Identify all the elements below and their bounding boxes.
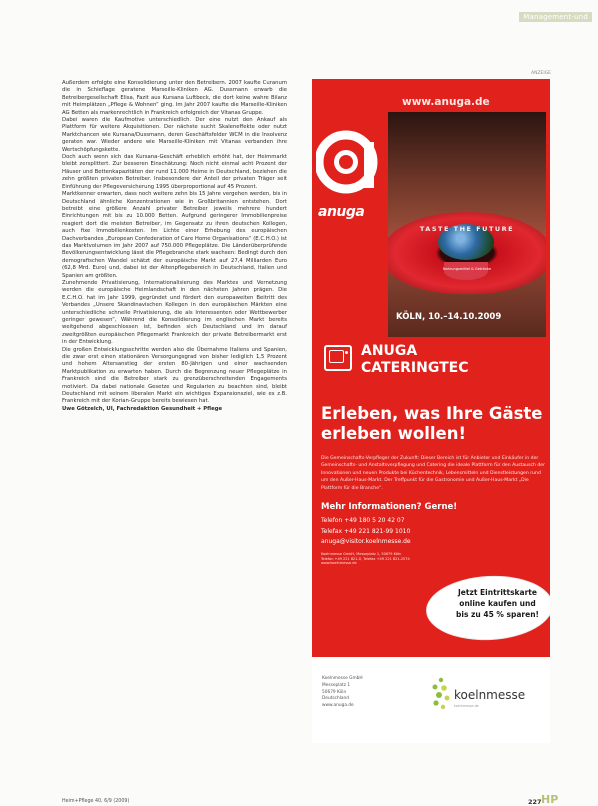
ad-footer [312,657,550,743]
ad-photo-lips [388,112,546,337]
footer-meta-line: 50679 Köln [322,689,347,695]
tongue-text: Nahrungsmittel & Getränke [442,267,492,271]
koelnmesse-logo: koelnmesse [454,688,526,702]
anuga-logo-icon [316,118,380,202]
koelnmesse-subtitle: koelnmesse.de [454,704,479,708]
koelnmesse-dots-icon [430,677,452,711]
contact-phone: Telefon +49 180 5 20 42 07 [321,517,405,524]
page-footer-citation: Heim+Pflege 40, 6/9 (2009) [62,799,130,804]
footer-meta-line: Deutschland [322,696,349,702]
article-paragraph: Die großen Entwicklungsschritte werden also die Übernahme Italiens und Spanien, die zwar erst einen stationären Versorgungsgrad von bisher lediglich 1,5 Prozent und hohem Altersanstieg der ersten 80-Jährigen und einer wachsenden Marktpublikation zu erwarten haben. Durch die Begrenzung neuer Pflegeplätze in Frankreich sind die Betreiber stark zu grenzüberschreitenden Engagements motiviert. Da dabei nationale Gesetze und Regularien zu beachten sind, bleibt Deutschland mit seinem liberalen Markt ein wichtiges Expansionsziel, wie es z.B. Frankreich mit der Korian-Gruppe bereits bewiesen hat. [62,346,287,405]
contact-block [321,516,411,548]
anuga-advertisement [312,79,550,743]
article-paragraph: Doch auch wenn sich das Kursana-Geschäft erheblich erhöht hat, der Heimmarkt bleibt zersplittert. Zur besseren Einschätzung: Noch nicht einmal acht Prozent der Häuser und Bettenkapazitäten der rund 11.000 Heime in Deutschland, beziehen die zehn größten privaten Betreiber. Insbesondere der Anteil der privaten Träger seit Einführung der Pflegeversicherung 1995 überproportional auf 45 Prozent. [62,154,287,190]
cateringtec-line-1: ANUGA [361,343,418,359]
journal-logo: HP [541,793,559,806]
page-number: 227 [528,798,542,806]
advertisement-label: ANZEIGE [531,71,552,76]
cateringtec-title [361,343,468,377]
ad-body-text: Die Gemeinschafts-Verpfleger der Zukunft: Dieser Bereich ist für Anbieter und Einkäufer in der Gemeinschafts- und Anstaltsverpflegung und Catering die ideale Plattform für den Austausch der Innovationen und neuen Produkte bei Küchentechnik, Lebensmitteln und Dienstleistungen rund um den Außer-Haus-Markt. Der Treffpunkt für die Gastronomie und Außer-Haus-Markt „Die Plattform für die Branche“. [321,456,545,491]
address-line: www.koelnmesse.de [321,561,357,566]
ticket-line: bis zu 45 % sparen! [456,610,539,619]
address-block [321,552,410,566]
tv-knob [345,351,348,354]
ad-headline: Erleben, was Ihre Gäste erleben wollen! [321,404,543,443]
ticket-line: online kaufen und [459,599,536,608]
contact-email[interactable]: anuga@visitor.koelnmesse.de [321,538,411,545]
address-line: Koelnmesse GmbH, Messeplatz 1, 50679 Köln [321,552,402,556]
tv-icon [324,345,352,371]
footer-meta-line: Messeplatz 1 [322,682,351,688]
event-date: KÖLN, 10.–14.10.2009 [396,312,502,322]
info-heading: Mehr Informationen? Gerne! [321,502,458,512]
ticket-line: Jetzt Eintrittskarte [458,588,537,597]
ad-tagline: TASTE THE FUTURE [419,225,515,233]
article-body [62,80,287,413]
footer-meta-line[interactable]: www.anuga.de [322,703,354,709]
article-paragraph: Außerdem erfolgte eine Konsolidierung unter den Betreibern. 2007 kaufte Curanum die in Schieflage geratene Marseille-Kliniken AG. Dussmann erwarb die Betreibergesellschaft Elisa, Fazit aus Kursana Luftbeck, die dort keine wahre Bilanz mit Heimplätzen „Pflege & Wohnen“ ging. Im Jahr 2007 kaufte die Marseille-Kliniken AG Betten als markenrechtlich in Frankreich erfolgreich der Vitanas Gruppe. [62,80,287,116]
article-paragraph: Marktkenner erwarten, dass noch weitere zehn bis 15 Jahre vergehen werden, bis in Deutschland ähnliche Konzentrationen wie in Großbritannien entstehen. Dort betreibt eine größere Anzahl privater Betreiber jeweils mehrere hundert Einrichtungen mit bis zu 10.000 Betten. Aufgrund geringerer Immobilienpreise reagiert dort die meisten Betreiber, im Gegensatz zu ihren deutschen Kollegen, auch fixe Immobilienkosten. Im Lichte einer Erhebung des europäischen Dachverbandes „European Confederation of Care Home Organisations“ (E.C.H.O.) ist das Marktvolumen im Jahr 2007 auf 750.000 Pflegeplätze. Die Länderüberprüfende Bevölkerungsentwicklung lässt die Pflegebranche stark wachsen: Bedingt durch den demografischen Wandel schätzt der europäische Markt auf 27,4 Milliarden Euro (62,8 Mrd. Euro) und, dabei ist der Altenpflegebereich in Deutschland, Italien und Spanien am größten. [62,191,287,279]
tv-screen [329,350,344,363]
section-tag: Management-und [519,12,592,22]
cateringtec-line-2: CATERINGTEC [361,360,469,376]
address-line: Telefon +49 221 821-0, Telefax +49 221 821-2574 [321,556,410,561]
article-paragraph: Zunehmende Privatisierung, Internationalisierung des Marktes und Vernetzung werden die europäische Heimlandschaft in den nächsten Jahren prägen. Die E.C.H.O. hat im Jahr 1999, gegründet und fördert den europaweiten Beitritt des Verbandes „Unsere Skandinavischen Kollegen in den europäischen Märkten eine unterschiedliche schnelle Privatisierung, die als Interessenten oder Wettbewerber geringer gewesen“, Während die Konsolidierung im englischen Markt bereits weitgehend abgeschlossen ist, befinden sich Deutschland und im darauf zweitgrößten europäischen Pflegemarkt Frankreich der private Betreibermarkt erst in der Entwicklung. [62,279,287,346]
footer-meta [322,676,363,710]
ticket-text[interactable] [450,587,545,620]
anuga-brand: anuga [318,204,365,220]
ad-url[interactable]: www.anuga.de [402,96,490,108]
footer-meta-line: Koelnmesse GmbH [322,676,363,681]
article-paragraph: Dabei waren die Kaufmotive unterschiedlich. Der eine nutzt den Ankauf als Plattform für weitere Akquisitionen. Der nächste sucht Skaleneffekte oder nutzt Marktchancen wie Kursana/Dussmann, deren Geschäftsfelder WCM in die Insolvenz geraten war. Wieder andere wie Marseille-Kliniken mit Vitanas verbanden ihre Wertschöpfungskette. [62,117,287,153]
tongue-shape [444,262,488,280]
contact-fax: Telefax +49 221 821-99 1010 [321,527,411,535]
article-signature: Uwe Götzelch, UI, Fachredaktion Gesundheit + Pflege [62,405,223,412]
